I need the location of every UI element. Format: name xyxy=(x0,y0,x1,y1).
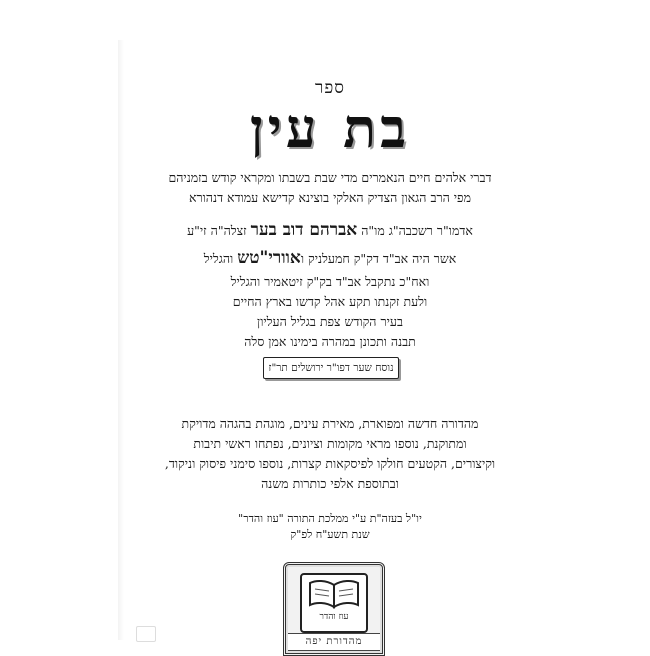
author-name: אברהם דוב בער xyxy=(250,220,358,240)
intro-line-6: ולעת זקנתו תקע אהל קדשו בארץ החיים xyxy=(232,294,428,309)
position-place: אוורי"טש xyxy=(237,248,301,268)
publication-year: שנת תשע"ח לפ"ק xyxy=(290,528,370,541)
intro-line-8: תבנה ותכונן במהרה בימינו אמן סלה xyxy=(244,334,416,349)
book-title: בת עין xyxy=(249,96,411,160)
emblem-name: עוז והדר xyxy=(319,612,349,622)
description-line-3: וקיצורים, הקטעים חולקו לפיסקאות קצרות, נוספו סימני פיסוק וניקוד, xyxy=(164,456,496,471)
edition-note: נוסח שער דפו"ר ירושלים תר"ז xyxy=(263,357,399,379)
position-line xyxy=(120,250,540,267)
author-suffix: זצלה"ה זי"ע xyxy=(187,223,247,238)
intro-line-7: בעיר הקודש צפת בגליל העליון xyxy=(257,314,403,329)
description-line-1: מהדורה חדשה ומפוארת, מאירת עינים, מוגהת בהגהה מדויקת xyxy=(181,416,479,431)
position-suffix: והגליל xyxy=(203,251,234,266)
publisher-emblem xyxy=(283,562,385,656)
corner-mark xyxy=(136,626,156,642)
open-book-icon xyxy=(308,579,360,609)
position-prefix: אשר היה אב"ד דק"ק חמעלניק ו xyxy=(300,251,457,266)
intro-line-5: ואח"כ נתקבל אב"ד בק"ק זיטאמיר והגליל xyxy=(230,274,430,289)
description-line-2: ומתוקנת, נוספו מראי מקומות וציונים, נפתחו ראשי תיבות xyxy=(193,436,467,451)
emblem-frame xyxy=(300,573,368,633)
sefer-label: ספר xyxy=(315,78,345,98)
emblem-banner: מהדורת יפה xyxy=(288,633,380,651)
author-prefix: אדמו"ר רשכבה"ג מו"ה xyxy=(361,223,473,238)
publisher-line: יו"ל בעזה"ת ע"י ממלכת התורה "עוז והדר" xyxy=(238,512,422,525)
intro-line-2: מפי הרב הגאון הצדיק האלקי בוצינא קדישא עמודא דנהורא xyxy=(188,190,472,205)
author-line xyxy=(120,222,540,239)
description-line-4: ובתוספת אלפי כותרות משנה xyxy=(261,476,399,491)
intro-line-1: דברי אלהים חיים הנאמרים מדי שבת בשבתו ומקראי קודש בזמניהם xyxy=(168,170,492,185)
